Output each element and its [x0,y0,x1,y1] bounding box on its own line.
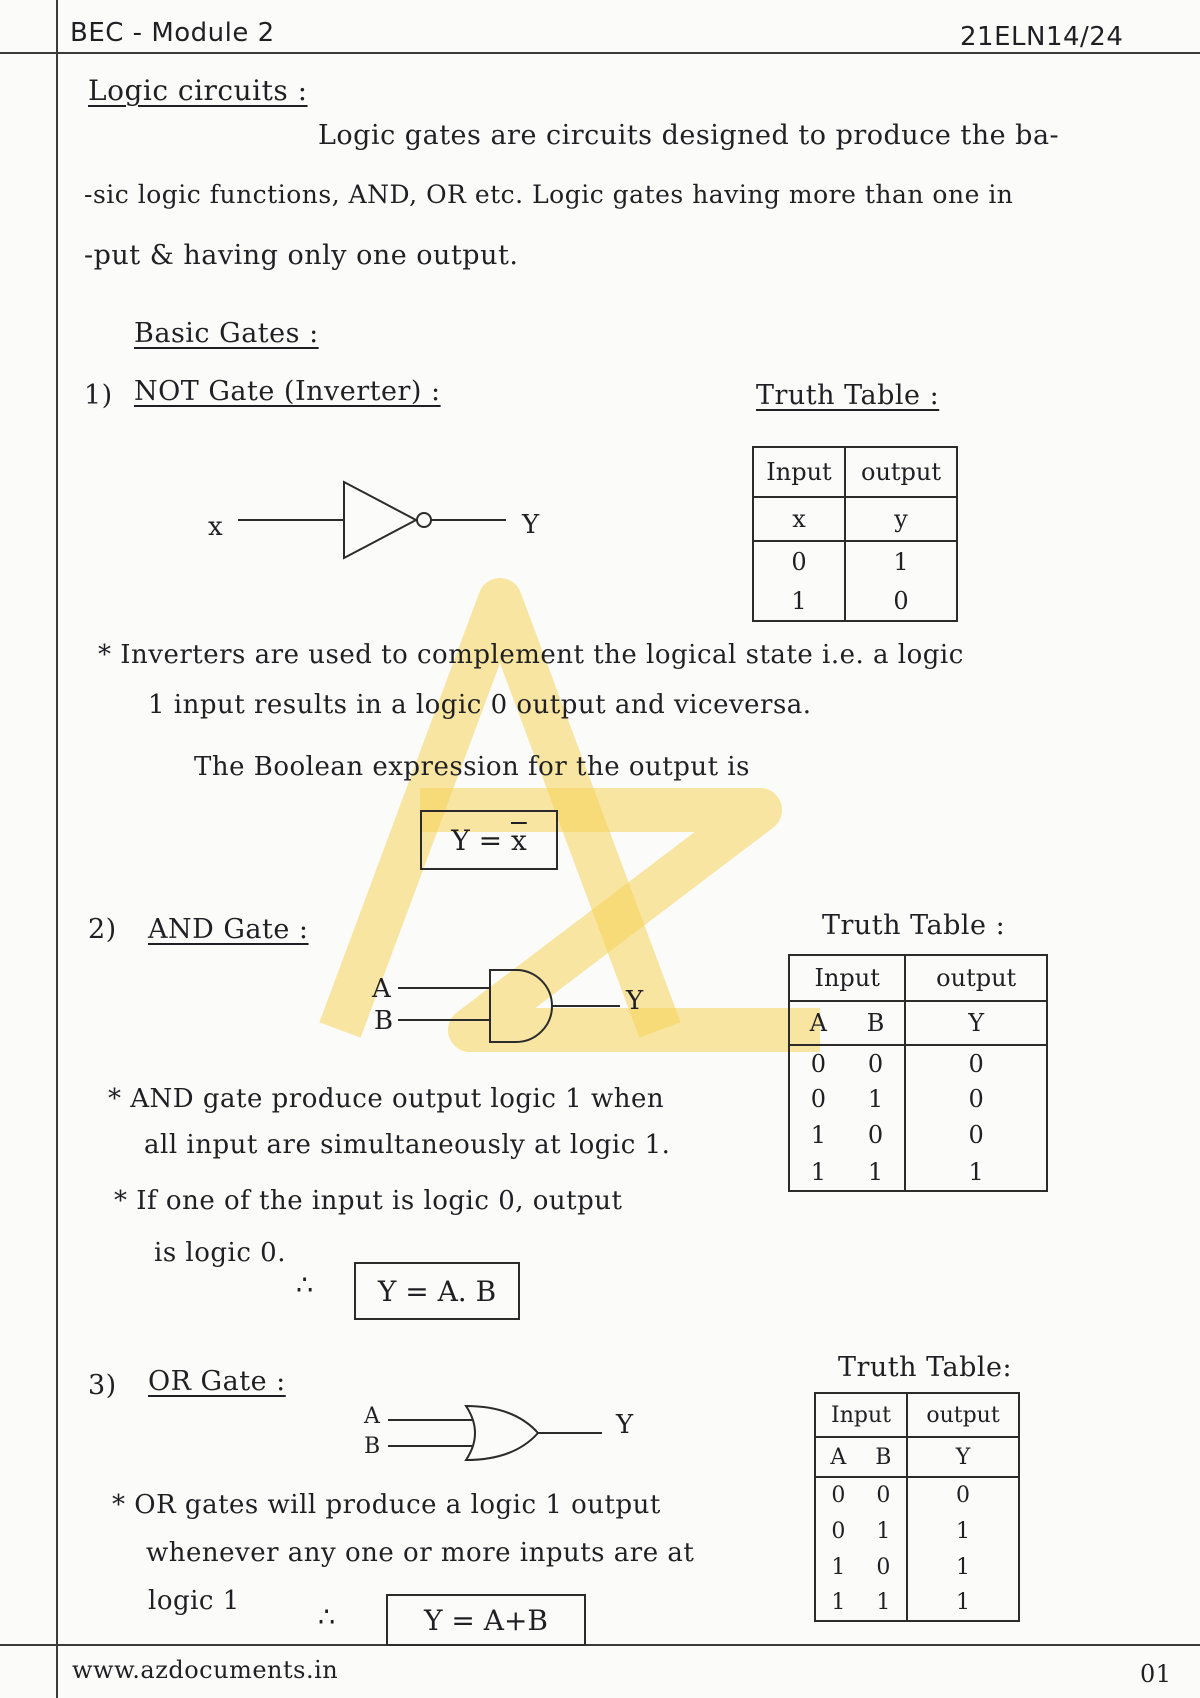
expr-lhs: Y = [451,823,503,857]
or-input-a-label: A [364,1404,381,1429]
therefore-symbol: ∴ [296,1270,314,1301]
module-header: BEC - Module 2 [70,18,275,48]
table-cell: 0 [753,541,845,581]
table-cell: 1 [907,1549,1019,1585]
table-cell: 1 [905,1153,1047,1191]
and-gate-symbol-icon [398,970,628,1050]
not-desc-line-2: 1 input results in a logic 0 output and viceversa. [148,690,812,720]
table-var: B [861,1437,907,1477]
not-gate-symbol-icon [238,480,518,560]
footer-rule [0,1644,1200,1646]
table-cell: 0 [907,1477,1019,1513]
not-input-label: x [208,512,224,542]
table-cell: 1 [861,1585,907,1621]
or-truth-table-title: Truth Table: [838,1352,1013,1383]
or-output-label: Y [616,1410,634,1440]
table-header: output [845,447,957,497]
table-cell: 0 [789,1081,847,1117]
left-margin-line [56,0,58,1698]
table-var: x [753,497,845,541]
table-header: output [905,955,1047,1001]
table-header: Input [815,1393,907,1437]
and-gate-title: AND Gate : [148,914,309,945]
and-desc-line-3: * If one of the input is logic 0, output [114,1186,623,1216]
table-cell: 0 [905,1081,1047,1117]
section-title: Logic circuits : [88,74,308,107]
intro-line-2: -sic logic functions, AND, OR etc. Logic gates having more than one in [84,180,1014,209]
and-truth-table-title: Truth Table : [822,910,1006,941]
boolean-expression-text: The Boolean expression for the output is [194,752,750,782]
table-var: A [815,1437,861,1477]
table-cell: 0 [815,1513,861,1549]
table-cell: 1 [815,1549,861,1585]
or-gate-number: 3) [88,1370,117,1401]
table-cell: 0 [905,1117,1047,1153]
table-cell: 0 [789,1045,847,1081]
and-output-label: Y [626,986,644,1016]
therefore-symbol: ∴ [318,1602,336,1633]
and-gate-number: 2) [88,914,117,945]
or-desc-line-2: whenever any one or more inputs are at [146,1538,695,1568]
table-cell: 1 [845,541,957,581]
table-cell: 1 [867,1085,884,1113]
table-var: Y [907,1437,1019,1477]
and-desc-line-2: all input are simultaneously at logic 1. [144,1130,671,1160]
or-desc-line-1: * OR gates will produce a logic 1 output [112,1490,661,1520]
or-gate-title: OR Gate : [148,1366,286,1397]
table-header: Input [789,955,905,1001]
not-truth-table-title: Truth Table : [756,380,940,411]
or-gate-symbol-icon [388,1406,608,1466]
footer-website-link[interactable]: www.azdocuments.in [72,1656,339,1684]
table-cell: 1 [907,1585,1019,1621]
page-number: 01 [1140,1660,1172,1688]
not-gate-title: NOT Gate (Inverter) : [134,376,441,407]
table-var: A [789,1001,847,1045]
table-cell: 1 [907,1513,1019,1549]
not-expression-box [420,810,558,870]
intro-line-3: -put & having only one output. [84,240,519,271]
table-var: Y [905,1001,1047,1045]
table-cell: 1 [753,581,845,621]
table-cell: 1 [789,1153,847,1191]
table-var: B [847,1001,906,1045]
table-cell: 1 [789,1117,847,1153]
not-desc-line-1: * Inverters are used to complement the logical state i.e. a logic [98,640,964,670]
table-cell: 0 [867,1049,884,1078]
course-code: 21ELN14/24 [960,22,1124,52]
expr-x-bar: $\overline{x}$ [510,823,527,857]
and-desc-line-4: is logic 0. [154,1238,286,1268]
table-cell: 0 [876,1554,891,1580]
not-output-label: Y [522,510,540,540]
table-var: y [845,497,957,541]
and-input-b-label: B [374,1006,394,1036]
table-header: output [907,1393,1019,1437]
or-expression-box: Y = A+B [386,1594,586,1646]
or-input-b-label: B [364,1434,381,1459]
table-cell: 0 [867,1121,884,1149]
intro-line-1: Logic gates are circuits designed to produce the ba- [318,120,1060,151]
and-expression-box: Y = A. B [354,1262,520,1320]
or-desc-line-3: logic 1 [148,1586,240,1616]
table-cell: 1 [876,1518,891,1544]
table-cell: 1 [815,1585,861,1621]
header-rule [0,52,1200,54]
table-cell: 0 [815,1477,861,1513]
table-cell: 0 [845,581,957,621]
and-desc-line-1: * AND gate produce output logic 1 when [108,1084,665,1114]
not-gate-number: 1) [84,380,113,411]
table-cell: 1 [847,1153,906,1191]
not-truth-table [752,446,958,622]
table-cell: 0 [876,1483,891,1508]
and-truth-table [788,954,1048,1192]
basic-gates-title: Basic Gates : [134,318,319,349]
table-header: Input [753,447,845,497]
and-input-a-label: A [372,974,392,1004]
or-truth-table [814,1392,1020,1622]
table-cell: 0 [905,1045,1047,1081]
